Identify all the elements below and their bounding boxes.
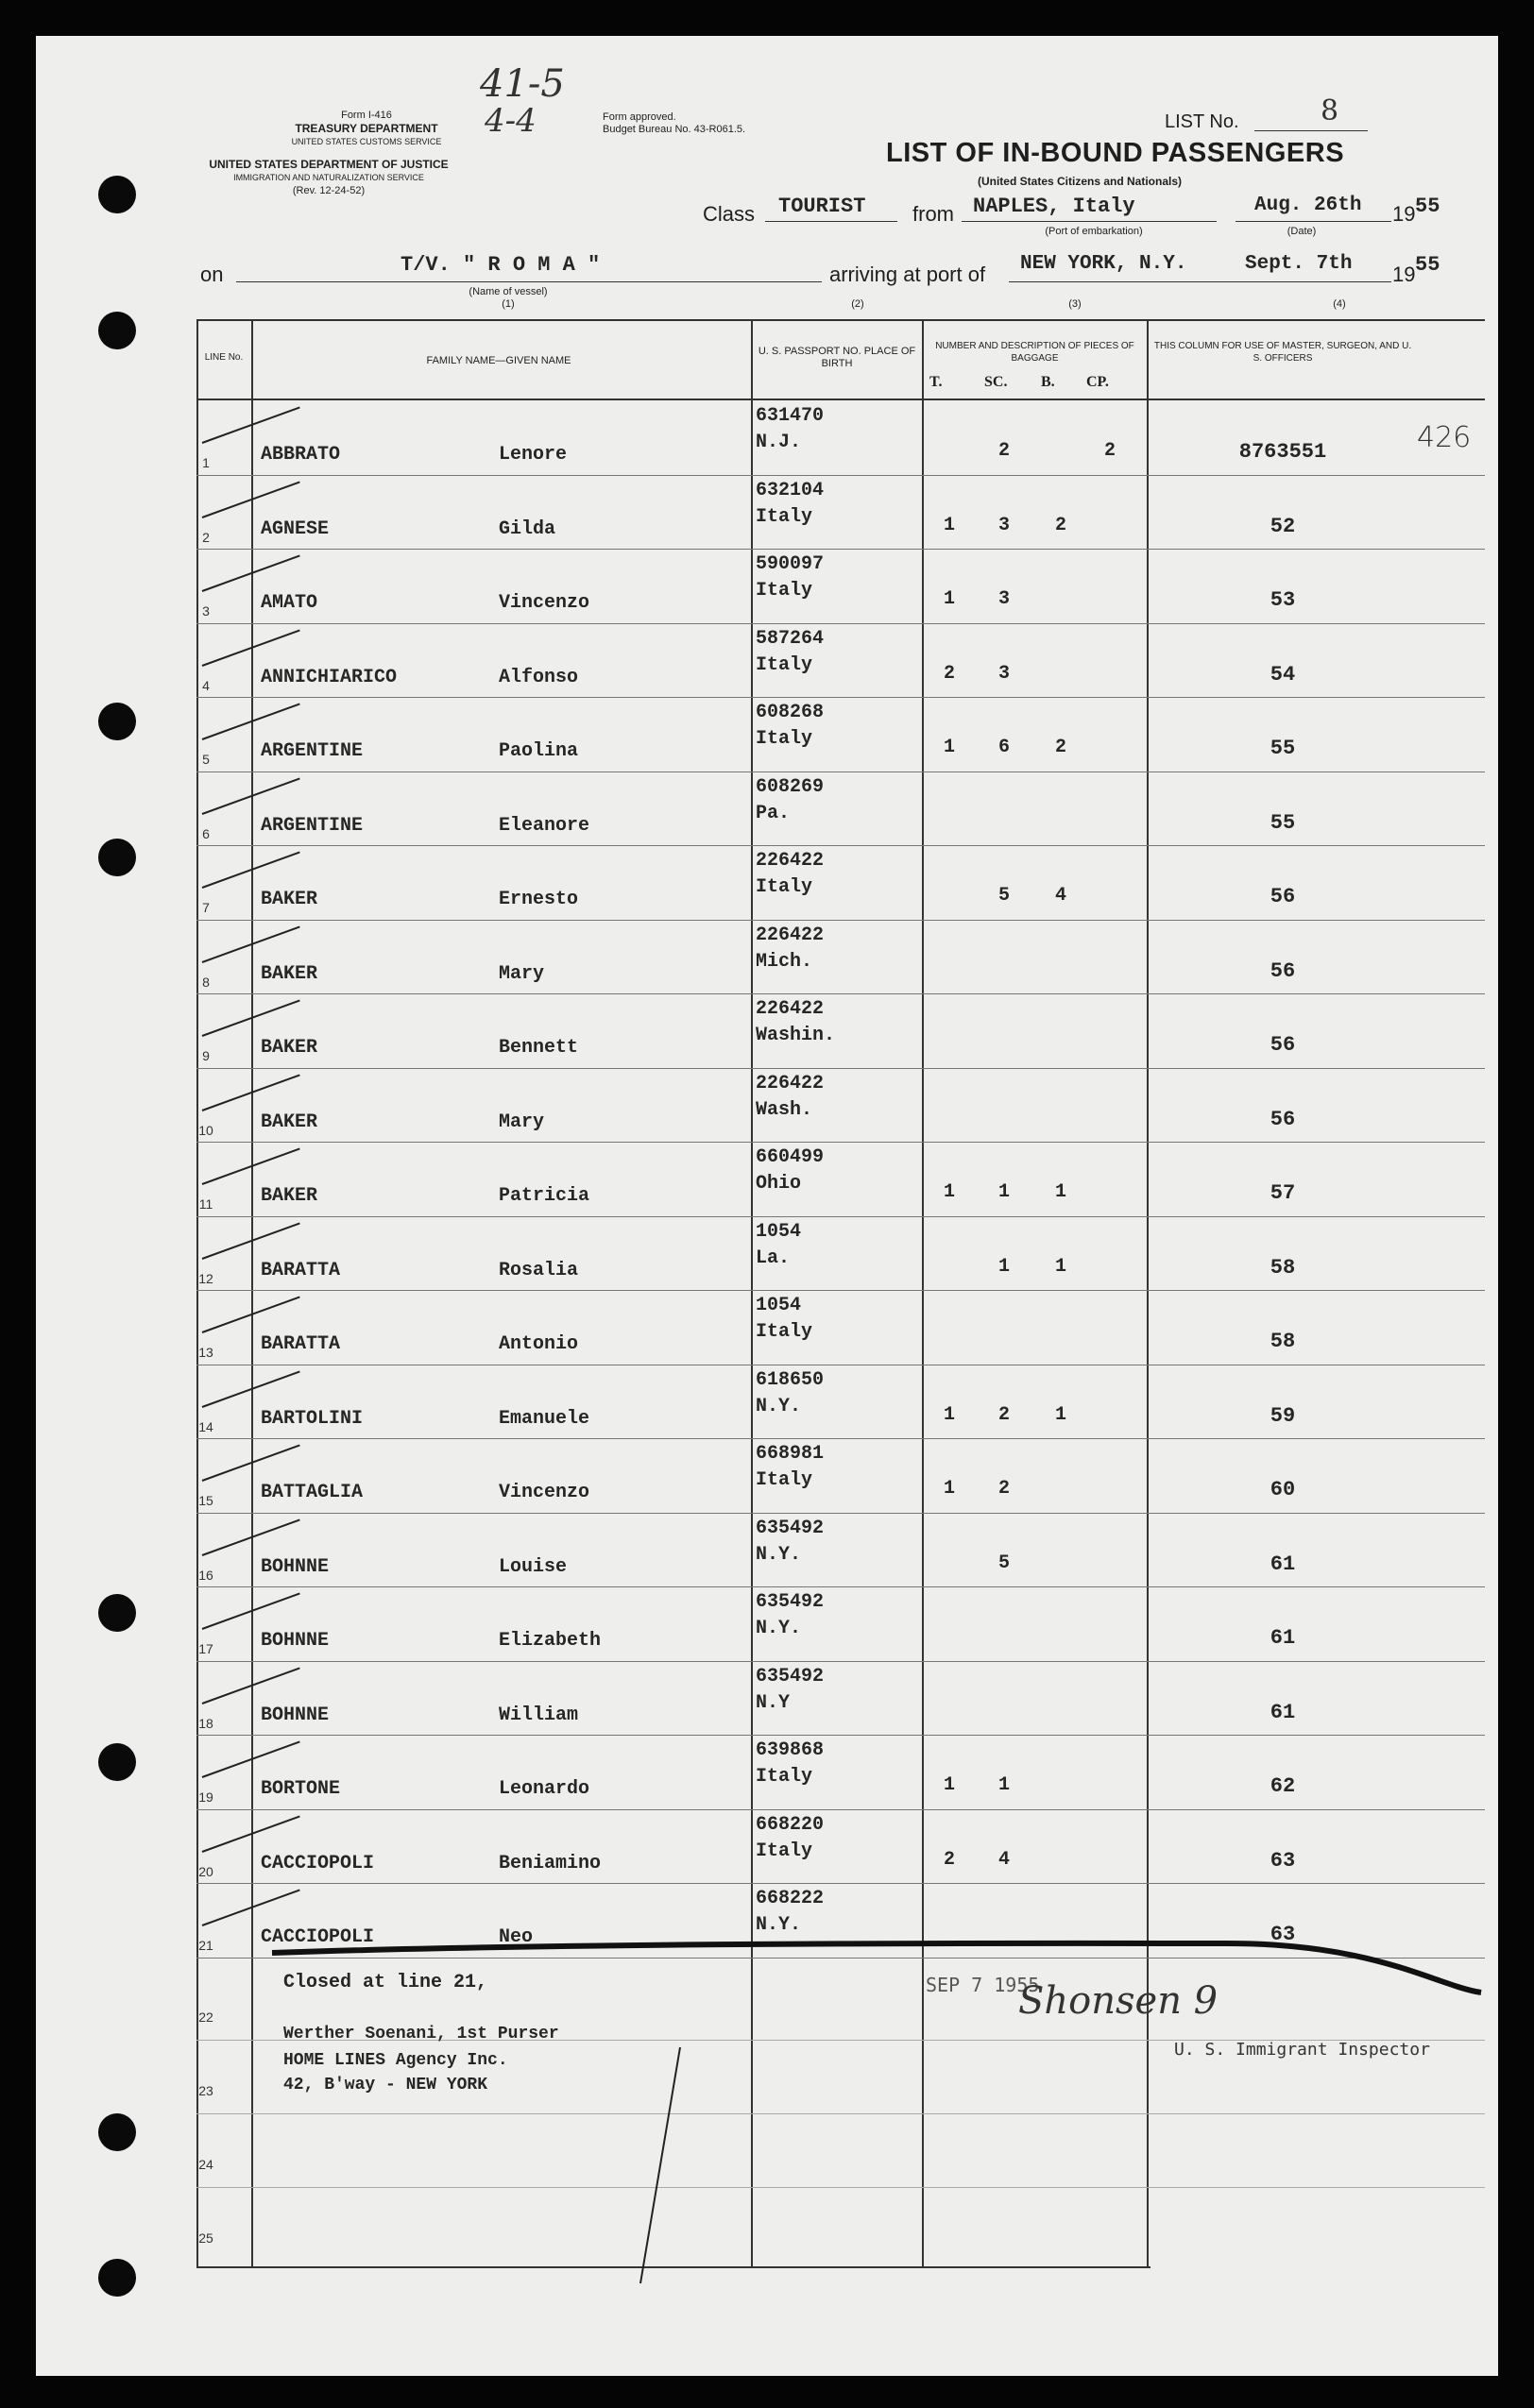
family-name: BATTAGLIA [261,1482,364,1503]
family-name: AMATO [261,592,318,614]
given-name: Elizabeth [499,1630,602,1652]
officer-note: 63 [1270,1923,1296,1946]
baggage-t: 1 [943,1774,955,1796]
baggage-b: 1 [1054,1181,1066,1203]
place-of-birth: Mich. [756,950,813,973]
place-of-birth: N.Y. [756,1543,802,1566]
year-prefix: 19 [1392,202,1416,226]
line-number: 16 [198,1567,213,1583]
line-number: 18 [198,1715,213,1731]
officer-note: 61 [1270,1626,1296,1650]
line-number: 10 [198,1122,213,1138]
given-name: Vincenzo [499,592,590,614]
place-of-birth: Ohio [756,1173,802,1195]
baggage-sc: 2 [997,1403,1010,1426]
passport-number: 1054 [756,1295,802,1316]
family-name: BARATTA [261,1259,341,1281]
officer-note: 61 [1270,1552,1296,1576]
given-name: Neo [499,1926,534,1948]
line-number: 9 [202,1048,210,1063]
baggage-sc: 3 [997,514,1010,536]
officer-note: 62 [1270,1774,1296,1798]
officer-note: 58 [1270,1255,1296,1280]
place-of-birth: Italy [756,1469,813,1491]
baggage-sc: 1 [997,1255,1010,1278]
officer-note: 56 [1270,1107,1296,1131]
given-name: Lenore [499,444,568,466]
immigration-service: IMMIGRATION AND NATURALIZATION SERVICE [233,173,424,182]
place-of-birth: Wash. [756,1098,813,1121]
agency-name: HOME LINES Agency Inc. [283,2051,508,2070]
family-name: AGNESE [261,517,330,540]
baggage-sub-sc: SC. [984,374,1008,390]
baggage-t: 1 [943,1478,955,1500]
baggage-sc: 1 [997,1181,1010,1203]
passport-number: 668981 [756,1443,825,1465]
baggage-sub-b: B. [1041,374,1055,390]
baggage-sc: 4 [997,1848,1010,1871]
family-name: BAKER [261,962,318,985]
form-approved: Form approved. [603,111,676,123]
officer-note: 57 [1270,1181,1296,1205]
arrival-stamp: SEP 7 1955 [926,1974,1040,1996]
line-number: 17 [198,1641,213,1656]
passport-number: 631470 [756,405,825,427]
baggage-b: 2 [1054,737,1066,758]
passport-number: 226422 [756,1072,825,1094]
inspector-title: U. S. Immigrant Inspector [1174,2040,1430,2060]
baggage-cp: 2 [1103,440,1116,462]
inspector-signature: Shonsen 9 [1018,1979,1219,2023]
place-of-birth: Washin. [756,1025,836,1046]
passport-number: 226422 [756,850,825,872]
given-name: Louise [499,1555,568,1578]
justice-department: UNITED STATES DEPARTMENT OF JUSTICE [209,158,449,171]
place-of-birth: Italy [756,728,813,750]
line-number: 25 [198,2230,213,2246]
baggage-sc: 1 [997,1774,1010,1796]
family-name: BAKER [261,889,318,910]
purser-name: Werther Soenani, 1st Purser [283,2025,559,2043]
place-of-birth: N.Y [756,1691,791,1714]
passport-number: 590097 [756,553,825,575]
family-name: BAKER [261,1185,318,1207]
line-number: 4 [202,677,210,693]
family-name: BOHNNE [261,1555,330,1578]
vessel-name-label: (Name of vessel) [469,286,548,297]
passenger-list-page [36,36,1498,2376]
line-number: 12 [198,1270,213,1286]
list-number: 8 [1321,94,1339,127]
family-name: CACCIOPOLI [261,1852,375,1874]
passport-number: 226422 [756,998,825,1020]
passport-number: 587264 [756,627,825,650]
baggage-b: 2 [1054,514,1066,536]
officer-note: 55 [1270,737,1296,760]
baggage-sub-t: T. [929,374,943,390]
place-of-birth: N.Y. [756,1395,802,1417]
family-name: BOHNNE [261,1630,330,1652]
given-name: Alfonso [499,666,579,688]
line-number: 22 [198,2009,213,2025]
baggage-b: 1 [1054,1403,1066,1426]
arriving-label: arriving at port of [829,263,986,286]
line-number: 3 [202,603,210,619]
baggage-sc: 6 [997,737,1010,758]
revision-date: (Rev. 12-24-52) [292,185,366,196]
column-header-officers: THIS COLUMN FOR USE OF MASTER, SURGEON, AND U. S. OFFICERS [1153,341,1412,364]
baggage-sc: 2 [997,1478,1010,1500]
passport-number: 226422 [756,924,825,946]
closed-at-line: Closed at line 21, [283,1972,488,1993]
officer-note: 61 [1270,1700,1296,1724]
margin-number: 426 [1417,421,1472,454]
arrival-date: Sept. 7th [1245,253,1353,275]
given-name: Beniamino [499,1852,602,1874]
line-number: 2 [202,529,210,545]
passport-number: 608269 [756,775,825,798]
passport-number: 635492 [756,1591,825,1613]
vessel-name: T/V. " R O M A " [401,253,601,277]
passport-number: 668220 [756,1813,825,1836]
column-header-passport: U. S. PASSPORT NO. PLACE OF BIRTH [758,346,916,369]
place-of-birth: N.Y. [756,1914,802,1936]
line-number: 21 [198,1938,213,1953]
departure-date: Aug. 26th [1254,195,1362,216]
passport-number: 632104 [756,479,825,501]
given-name: Gilda [499,517,556,540]
line-number: 1 [202,455,210,470]
line-number: 13 [198,1345,213,1360]
agency-address: 42, B'way - NEW YORK [283,2076,488,2094]
column-header-name: FAMILY NAME—GIVEN NAME [426,355,571,366]
line-number: 20 [198,1863,213,1879]
place-of-birth: Italy [756,1840,813,1862]
baggage-t: 2 [943,662,955,685]
closing-strike-line [36,36,1498,2376]
date-label: (Date) [1287,226,1317,237]
passport-number: 639868 [756,1739,825,1761]
baggage-b: 4 [1054,885,1066,907]
page-title: LIST OF IN-BOUND PASSENGERS [886,138,1345,168]
from-label: from [912,202,954,226]
officer-note: 53 [1270,588,1296,612]
place-of-birth: Italy [756,1766,813,1788]
place-of-birth: N.J. [756,432,802,453]
class-label: Class [703,202,756,226]
family-name: CACCIOPOLI [261,1926,375,1948]
column-number: (4) [1333,298,1346,310]
budget-bureau: Budget Bureau No. 43-R061.5. [603,124,746,135]
baggage-sc: 3 [997,588,1010,610]
handwritten-note: 4-4 [485,102,537,140]
given-name: Paolina [499,740,579,762]
arrival-year: 55 [1415,253,1440,277]
place-of-birth: La. [756,1246,791,1269]
family-name: BARTOLINI [261,1407,364,1430]
baggage-sc: 5 [997,885,1010,907]
year-prefix: 19 [1392,263,1416,286]
passport-number: 635492 [756,1665,825,1687]
officer-note: 56 [1270,958,1296,983]
given-name: Mary [499,1111,545,1133]
officer-note: 52 [1270,514,1296,538]
family-name: ARGENTINE [261,740,364,762]
place-of-birth: Italy [756,653,813,676]
given-name: Leonardo [499,1778,590,1800]
column-header-baggage: NUMBER AND DESCRIPTION OF PIECES OF BAGGAGE [935,341,1134,364]
page-subtitle: (United States Citizens and Nationals) [977,175,1183,188]
given-name: Bennett [499,1037,579,1059]
place-of-birth: Italy [756,505,813,528]
given-name: Rosalia [499,1259,579,1281]
family-name: BAKER [261,1037,318,1059]
given-name: Mary [499,962,545,985]
officer-note: 8763551 [1238,440,1327,464]
given-name: Ernesto [499,889,579,910]
line-number: 24 [198,2157,213,2172]
baggage-sub-cp: CP. [1086,374,1109,390]
line-number: 11 [198,1196,213,1212]
line-number: 6 [202,825,210,841]
line-number: 5 [202,752,210,767]
passport-number: 660499 [756,1146,825,1168]
column-number: (3) [1068,298,1082,310]
officer-note: 59 [1270,1403,1296,1428]
baggage-t: 1 [943,1181,955,1203]
baggage-t: 1 [943,588,955,610]
given-name: Patricia [499,1185,590,1207]
officer-note: 58 [1270,1330,1296,1353]
column-number: (2) [851,298,864,310]
family-name: ABBRATO [261,444,341,466]
line-number: 23 [198,2083,213,2098]
passport-number: 668222 [756,1888,825,1909]
line-number: 15 [198,1493,213,1508]
family-name: BORTONE [261,1778,341,1800]
baggage-t: 1 [943,514,955,536]
passport-number: 608268 [756,702,825,723]
place-of-birth: Italy [756,580,813,602]
column-number: (1) [502,298,515,310]
baggage-t: 1 [943,737,955,758]
on-label: on [200,263,224,286]
family-name: ANNICHIARICO [261,666,398,688]
treasury-department: TREASURY DEPARTMENT [295,122,438,135]
baggage-sc: 2 [997,440,1010,462]
handwritten-note: 41-5 [480,62,565,106]
arrival-port: NEW YORK, N.Y. [1020,253,1187,275]
customs-service: UNITED STATES CUSTOMS SERVICE [291,137,442,146]
line-number: 8 [202,974,210,990]
given-name: William [499,1704,579,1726]
passport-number: 618650 [756,1368,825,1391]
baggage-t: 1 [943,1403,955,1426]
form-number: Form I-416 [341,110,392,121]
class-value: TOURIST [778,195,866,218]
place-of-birth: Italy [756,876,813,898]
given-name: Eleanore [499,814,590,837]
place-of-birth: Pa. [756,802,791,824]
list-number-label: LIST No. [1165,111,1239,132]
departure-year: 55 [1415,195,1440,218]
baggage-sc: 5 [997,1552,1010,1574]
embarkation-port-label: (Port of embarkation) [1045,226,1143,237]
passenger-table [36,36,1498,2376]
given-name: Emanuele [499,1407,590,1430]
family-name: BARATTA [261,1333,341,1355]
given-name: Antonio [499,1333,579,1355]
line-number: 19 [198,1789,213,1805]
embarkation-port: NAPLES, Italy [973,195,1135,218]
family-name: ARGENTINE [261,814,364,837]
family-name: BAKER [261,1111,318,1133]
line-number: 14 [198,1418,213,1434]
officer-note: 55 [1270,810,1296,835]
given-name: Vincenzo [499,1482,590,1503]
officer-note: 63 [1270,1848,1296,1873]
passport-number: 635492 [756,1517,825,1539]
column-header-line: LINE No. [204,352,244,363]
place-of-birth: N.Y. [756,1618,802,1639]
line-number: 7 [202,900,210,915]
officer-note: 60 [1270,1478,1296,1501]
officer-note: 56 [1270,1033,1296,1057]
baggage-b: 1 [1054,1255,1066,1278]
baggage-t: 2 [943,1848,955,1871]
family-name: BOHNNE [261,1704,330,1726]
officer-note: 56 [1270,885,1296,908]
place-of-birth: Italy [756,1321,813,1343]
baggage-sc: 3 [997,662,1010,685]
officer-note: 54 [1270,662,1296,687]
passport-number: 1054 [756,1220,802,1243]
